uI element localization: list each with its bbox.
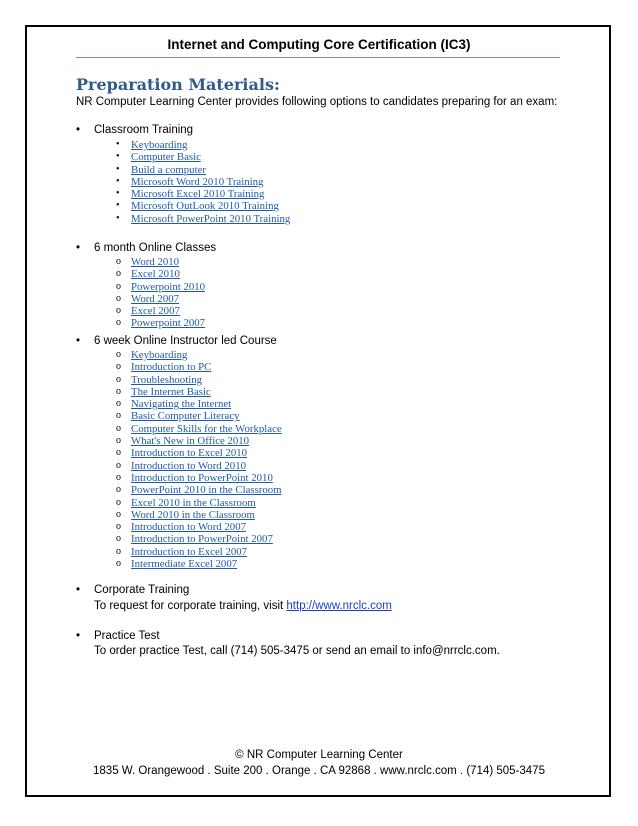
circle-bullet-icon: o — [116, 558, 121, 570]
course-link[interactable]: Introduction to Word 2010 — [131, 459, 246, 472]
course-link[interactable]: Troubleshooting — [131, 373, 202, 386]
circle-bullet-icon: o — [116, 471, 121, 483]
bullet-icon: • — [76, 124, 81, 136]
corporate-training-label: Corporate Training — [94, 584, 190, 596]
corporate-training-sentence: To request for corporate training, visit — [94, 600, 287, 612]
circle-bullet-icon: o — [116, 422, 121, 434]
circle-bullet-icon: o — [116, 280, 121, 292]
course-link[interactable]: Microsoft Word 2010 Training — [131, 175, 264, 188]
practice-test-text: To order practice Test, call (714) 505-3475 or send an email to info@nrrclc.com. — [94, 645, 500, 657]
course-link[interactable]: Microsoft PowerPoint 2010 Training — [131, 212, 291, 225]
bullet-icon: • — [76, 584, 81, 596]
bullet-icon: • — [116, 163, 120, 175]
course-link[interactable]: PowerPoint 2010 in the Classroom — [131, 484, 282, 497]
bullet-icon: • — [116, 175, 120, 187]
bullet-icon: • — [116, 139, 120, 150]
circle-bullet-icon: o — [116, 545, 121, 557]
course-link[interactable]: Build a computer — [131, 163, 206, 176]
course-link[interactable]: Excel 2010 in the Classroom — [131, 496, 256, 509]
course-link[interactable]: Introduction to PowerPoint 2010 — [131, 471, 273, 484]
circle-bullet-icon: o — [116, 268, 121, 280]
circle-bullet-icon: o — [116, 508, 121, 520]
course-link[interactable]: Introduction to PC — [131, 361, 212, 374]
course-link[interactable]: Introduction to Word 2007 — [131, 521, 246, 534]
instructor-course-label: 6 week Online Instructor led Course — [94, 335, 277, 347]
course-link[interactable]: Keyboarding — [131, 349, 188, 361]
intro-text: NR Computer Learning Center provides following options to candidates preparing for an exam: — [76, 96, 558, 108]
section-heading: Preparation Materials: — [76, 75, 280, 94]
classroom-training-label: Classroom Training — [94, 124, 194, 136]
circle-bullet-icon: o — [116, 398, 121, 410]
course-link[interactable]: Word 2010 in the Classroom — [131, 508, 255, 521]
course-link[interactable]: Computer Basic — [131, 151, 201, 164]
circle-bullet-icon: o — [116, 292, 121, 304]
footer-address: 1835 W. Orangewood . Suite 200 . Orange . CA 92868 . www.nrclc.com . (714) 505-3475 — [93, 765, 545, 777]
footer-copyright: © NR Computer Learning Center — [235, 749, 403, 761]
circle-bullet-icon: o — [116, 349, 121, 360]
circle-bullet-icon: o — [116, 521, 121, 533]
bullet-icon: • — [116, 212, 120, 224]
online-classes-label: 6 month Online Classes — [94, 242, 217, 254]
course-link[interactable]: Introduction to PowerPoint 2007 — [131, 533, 273, 546]
circle-bullet-icon: o — [116, 484, 121, 496]
bullet-icon: • — [76, 242, 81, 254]
course-link[interactable]: Microsoft OutLook 2010 Training — [131, 200, 279, 213]
page-title: Internet and Computing Core Certification (IC3) — [167, 37, 471, 52]
circle-bullet-icon: o — [116, 496, 121, 508]
bullet-icon: • — [116, 151, 120, 163]
course-link[interactable]: Powerpoint 2007 — [131, 317, 206, 330]
circle-bullet-icon: o — [116, 256, 121, 267]
circle-bullet-icon: o — [116, 459, 121, 471]
course-link[interactable]: Introduction to Excel 2007 — [131, 545, 248, 558]
bullet-icon: • — [116, 188, 120, 200]
bullet-icon: • — [76, 335, 81, 347]
circle-bullet-icon: o — [116, 373, 121, 385]
circle-bullet-icon: o — [116, 533, 121, 545]
course-link[interactable]: The Internet Basic — [131, 385, 211, 398]
course-link[interactable]: Introduction to Excel 2010 — [131, 447, 248, 460]
circle-bullet-icon: o — [116, 385, 121, 397]
circle-bullet-icon: o — [116, 317, 121, 329]
course-link[interactable]: Word 2010 — [131, 256, 180, 268]
circle-bullet-icon: o — [116, 410, 121, 422]
course-link[interactable]: Intermediate Excel 2007 — [131, 558, 238, 571]
course-link[interactable]: Powerpoint 2010 — [131, 280, 206, 293]
course-link[interactable]: Excel 2010 — [131, 268, 180, 281]
bullet-icon: • — [76, 630, 81, 642]
course-link[interactable]: Excel 2007 — [131, 305, 180, 318]
course-link[interactable]: Word 2007 — [131, 292, 180, 305]
bullet-icon: • — [116, 200, 120, 212]
course-link[interactable]: Computer Skills for the Workplace — [131, 422, 282, 435]
course-link[interactable]: Keyboarding — [131, 139, 188, 151]
course-link[interactable]: What's New in Office 2010 — [131, 435, 250, 448]
corporate-training-text — [94, 600, 392, 612]
circle-bullet-icon: o — [116, 361, 121, 373]
circle-bullet-icon: o — [116, 435, 121, 447]
practice-test-label: Practice Test — [94, 630, 160, 642]
circle-bullet-icon: o — [116, 447, 121, 459]
course-link[interactable]: Basic Computer Literacy — [131, 410, 240, 423]
circle-bullet-icon: o — [116, 305, 121, 317]
course-link[interactable]: Navigating the Internet — [131, 398, 232, 411]
course-link[interactable]: Microsoft Excel 2010 Training — [131, 188, 265, 201]
corporate-website-link[interactable]: http://www.nrclc.com — [286, 600, 392, 612]
